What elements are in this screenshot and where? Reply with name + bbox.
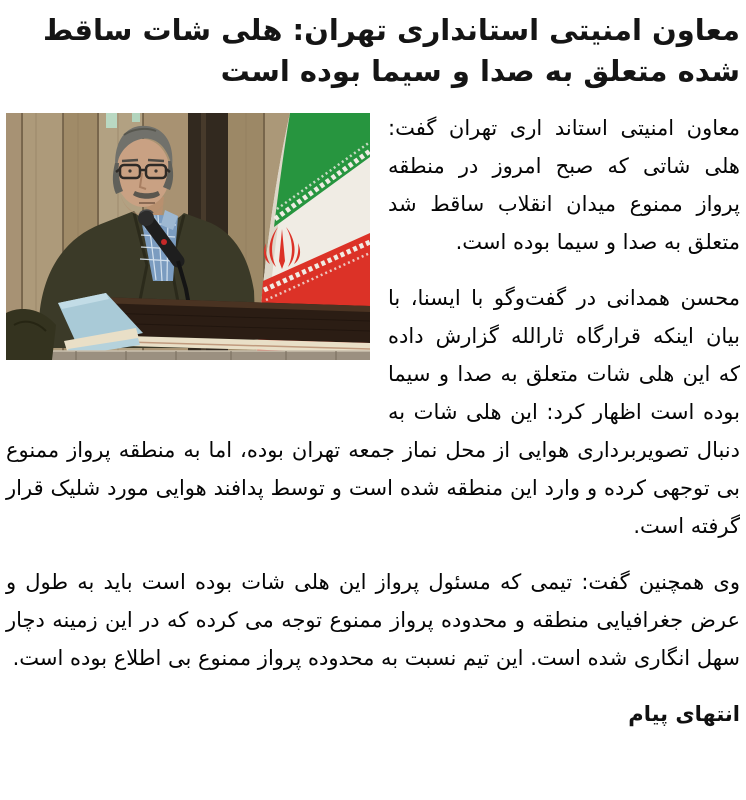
article-body xyxy=(6,109,740,733)
article-headline: معاون امنیتی استانداری تهران: هلی شات ساقط شده متعلق به صدا و سیما بوده است xyxy=(42,13,740,88)
article-photo xyxy=(6,113,370,360)
article-footer: انتهای پیام xyxy=(628,702,740,726)
floor-strip xyxy=(6,351,370,360)
article-paragraph-3: وی همچنین گفت: تیمی که مسئول پرواز این هلی شات بوده است باید به طول و عرض جغرافیایی منطقه و محدوده پرواز ممنوع توجه می کرده که در این زمینه دچار سهل انگاری شده است. این تیم نسبت به محدوده پرواز ممنوع بی اطلاع بوده است. xyxy=(6,570,740,670)
photo-illustration xyxy=(6,113,370,360)
article-paragraph-2: محسن همدانی در گفت‌وگو با ایسنا، با بیان اینکه قرارگاه ثارالله گزارش داده که این هلی شات متعلق به صدا و سیما بوده است اظهار کرد: این هلی شات به دنبال تصویربرداری هوایی از محل نماز جمعه تهران بوده، اما به منطقه پرواز ممنوع بی توجهی کرده و وارد این منطقه شده است و توسط پدافند هوایی مورد شلیک قرار گرفته است. xyxy=(6,286,740,538)
article-paragraph-1: معاون امنیتی استاند اری تهران گفت: هلی شاتی که صبح امروز در منطقه پرواز ممنوع میدان انقلاب ساقط شد متعلق به صدا و سیما بوده است. xyxy=(388,116,740,254)
